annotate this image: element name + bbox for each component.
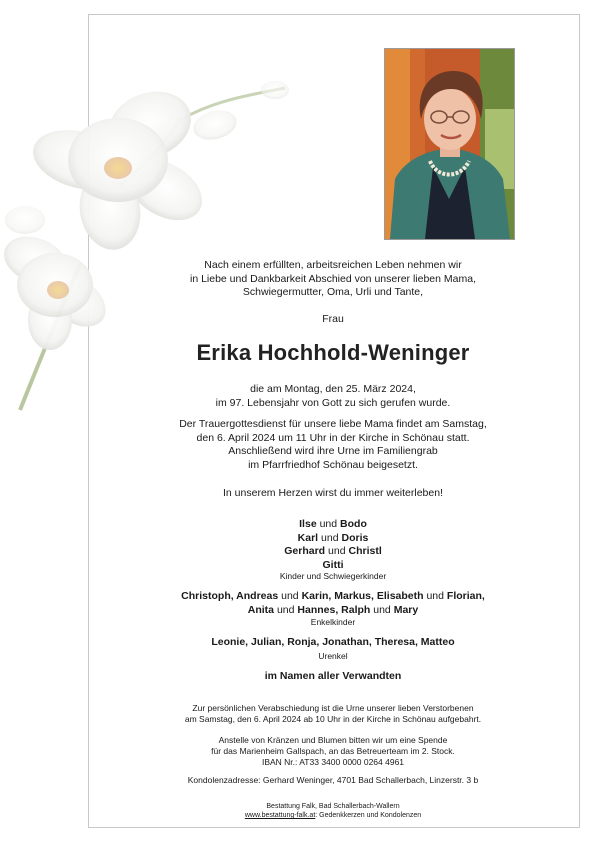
farewell-line: Zur persönlichen Verabschiedung ist die Urne unserer lieben Verstorbenen (192, 703, 474, 713)
donation-line: für das Marienheim Gallspach, an das Betreuerteam im 2. Stock. (211, 746, 455, 756)
service-line: im Pfarrfriedhof Schönau beigesetzt. (248, 458, 418, 471)
death-line: im 97. Lebensjahr von Gott zu sich gerufen wurde. (215, 396, 451, 409)
donation-text (88, 735, 578, 768)
service-line: den 6. April 2024 um 11 Uhr in der Kirche in Schönau statt. (196, 431, 470, 444)
orchid-flower-image (0, 40, 310, 430)
service-text (88, 418, 578, 472)
service-line: Der Trauergottesdienst für unsere liebe Mama findet am Samstag, (179, 418, 487, 430)
grandchildren-caption: Enkelkinder (310, 617, 356, 627)
grandchildren-list (88, 590, 578, 617)
intro-line: Nach einem erfüllten, arbeitsreichen Leben nehmen wir (204, 259, 462, 271)
great-grandchildren-caption: Urenkel (318, 651, 348, 661)
donation-line: Anstelle von Kränzen und Blumen bitten wir um eine Spende (218, 735, 448, 745)
service-line: Anschließend wird ihre Urne im Familiengrab (228, 445, 438, 457)
death-line: die am Montag, den 25. März 2024, (250, 383, 416, 395)
children-list (88, 518, 578, 572)
farewell-line: am Samstag, den 6. April 2024 ab 10 Uhr in der Kirche in Schönau aufgebahrt. (184, 714, 482, 724)
great-grandchildren-list: Leonie, Julian, Ronja, Jonathan, Theresa, Matteo (211, 636, 455, 648)
salutation: Frau (322, 313, 344, 325)
grandchildren-line: Christoph, Andreas und Karin, Markus, Elisabeth und Florian, (181, 590, 485, 602)
children-caption: Kinder und Schwiegerkinder (279, 571, 387, 581)
memorial-line: In unserem Herzen wirst du immer weiterleben! (223, 487, 443, 499)
farewell-text (88, 703, 578, 725)
intro-line: in Liebe und Dankbarkeit Abschied von unserer lieben Mama, (189, 272, 476, 285)
children-pair: Karl und Doris (297, 531, 369, 544)
website-suffix: : Gedenkkerzen und Kondolenzen (315, 812, 422, 819)
death-text (88, 383, 578, 410)
footer (88, 802, 578, 820)
funeral-company: Bestattung Falk, Bad Schallerbach-Wallern (266, 803, 400, 810)
intro-line: Schwiegermutter, Oma, Urli und Tante, (242, 286, 424, 298)
children-pair: Gerhard und Christl (284, 545, 382, 557)
footer-website-line (88, 811, 578, 820)
condolence-address: Kondolenzadresse: Gerhard Weninger, 4701 Bad Schallerbach, Linzerstr. 3 b (187, 775, 479, 785)
donation-line: IBAN Nr.: AT33 3400 0000 0264 4961 (261, 757, 405, 767)
intro-text (88, 259, 578, 300)
portrait-photo (384, 48, 515, 240)
grandchildren-line: Anita und Hannes, Ralph und Mary (247, 603, 419, 616)
relatives-line: im Namen aller Verwandten (264, 670, 402, 682)
children-pair: Ilse und Bodo (299, 518, 367, 530)
children-pair: Gitti (322, 558, 344, 571)
deceased-name: Erika Hochhold-Weninger (196, 340, 470, 365)
website-link[interactable]: www.bestattung-falk.at (244, 812, 316, 819)
